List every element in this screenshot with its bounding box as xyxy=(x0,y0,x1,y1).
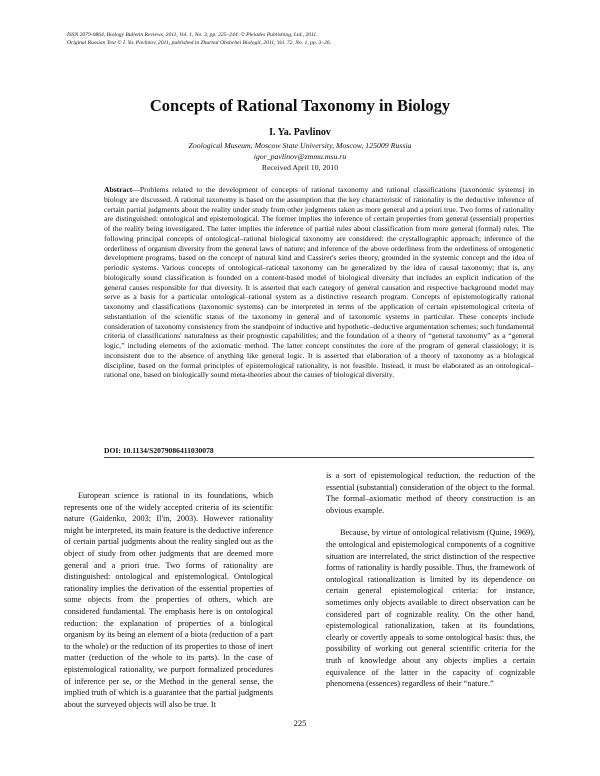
running-header xyxy=(67,31,547,47)
abstract xyxy=(104,185,534,380)
body-paragraph: European science is rational in its foundations, which represents one of the widely accepted criteria of its scientific nature (Gaidenko, 2003; Il'in, 2003). However rationality might be interpreted, its main feature is the deductive inference of certain partial judgments about the reality singled out as the object of study from other judgments that are deemed more general and a priori true. Two forms of rationality are distinguished: ontological and epistemological. Ontological rationality implies the derivation of the essential properties of some objects from the properties of others, which are considered fundamental. The emphasis here is on ontological reduction: the explanation of properties of a biological organism by its being an element of a biota (reduction of a part to the whole) or the reduction of its properties to those of inert matter (reduction of the whole to its parts). In the case of epistemological rationality, we purport formalized procedures of inference per se, or the Method in the general sense, the implied truth of which is a guarantee that the partial judgments about the surveyed objects will also be true. It xyxy=(64,491,273,709)
article-title: Concepts of Rational Taxonomy in Biology xyxy=(149,96,451,115)
body-paragraph: Because, by virtue of ontological relativism (Quine, 1969), the ontological and epistemological components of a cognitive situation are interrelated, the strict distinction of the respective forms of rationality is hardly possible. Thus, the framework of ontological rationalization is limited by its dependence on certain general epistemological criteria: for instance, sometimes only objects available to direct observation can be considered part of cognizable reality. On the other hand, epistemological rationalization, taken at its foundations, clearly or covertly appeals to some ontological basis: thus, the possibility of working out general scientific criteria for the truth of knowledge about any objects implies a certain equivalence of the latter in the capacity of cognizable phenomena (essences) regardless of their “nature.” xyxy=(326,528,535,689)
doi[interactable]: DOI: 10.1134/S2079086411030078 xyxy=(104,446,214,455)
body-column-right xyxy=(326,470,535,690)
abstract-label: Abstract xyxy=(104,185,133,194)
body-paragraph: is a sort of epistemological reduction, the reduction of the essential (substantial) consideration of the object to the formal. The formal–axiomatic method of theory construction is an obvious example. xyxy=(326,471,535,515)
body-column-left xyxy=(64,490,273,710)
header-line-2: Original Russian Text © I. Ya. Pavlinov, 2011, published in Zhurnal Obshchei Biologii, 2011, Vol. 72, No. 1, pp. 3–26. xyxy=(67,40,332,46)
page-number: 225 xyxy=(293,718,307,728)
divider xyxy=(104,457,534,458)
author-name: I. Ya. Pavlinov xyxy=(269,127,331,138)
author-email[interactable]: igor_pavlinov@zmmu.msu.ru xyxy=(253,152,347,161)
header-line-1: ISSN 2079-0864, Biology Bulletin Reviews, 2011, Vol. 1, No. 3, pp. 225–244. © Pleiades Publishing, Ltd., 2011. xyxy=(67,32,318,38)
received-date: Received April 10, 2010 xyxy=(261,163,339,172)
abstract-text: —Problems related to the development of concepts of rational taxonomy and rational classifications (taxonomic systems) in biology are discussed. A rational taxonomy is based on the assumption that the key characteristic of rationality is the deductive inference of certain partial judgments about the reality under study from other judgments taken as more general and a priori true. Two forms of rationality are distinguished: ontological and epistemological. The former implies the inference of certain properties from general (essential) properties of the reality being investigated. The latter implies the inference of partial rules about classification from more general (formal) rules. The following principal concepts of ontological–rational biological taxonomy are considered: the crystallographic approach; inference of the orderliness of organism diversity from the general laws of nature; and inference of the above orderliness from the orderliness of ontogenetic development programs, based on the concept of natural kind and Cassirer's series theory, grounded in the systemic concept and the idea of periodic systems. Various concepts of ontological–rational taxonomy can be generalized by the idea of causal taxonomy; that is, any biologically sound classification is founded on a content-based model of biological diversity that includes an explicit indication of the general causes responsible for that diversity. It is asserted that each category of general causation and respective background model may serve as a basis for a particular ontological–rational system as a distinctive research program. Concepts of epistemologically rational taxonomy and classifications (taxonomic systems) can be interpreted in terms of the application of certain epistemological criteria of substantiation of the scientific status of the taxonomy in general and of taxonomic systems in particular. These concepts include consideration of taxonomy consistency from the standpoint of inductive and hypothetic–deductive argumentation schemes; such fundamental criteria of classifications' naturalness as their prognostic capabilities; and the foundation of a theory of “general taxonomy” as a “general logic,” including elements of the axiomatic method. The latter concept constitutes the core of the program of general classiology; it is inconsistent due to the absence of anything like general logic. It is asserted that elaboration of a theory of taxonomy as a biological discipline, based on the formal principles of epistemological rationality, is not feasible. Instead, it must be elaborated as an ontological–rational one, based on biologically sound meta-theories about the causes of biological diversity. xyxy=(104,185,534,380)
author-affiliation: Zoological Museum, Moscow State University, Moscow, 125009 Russia xyxy=(188,141,412,150)
